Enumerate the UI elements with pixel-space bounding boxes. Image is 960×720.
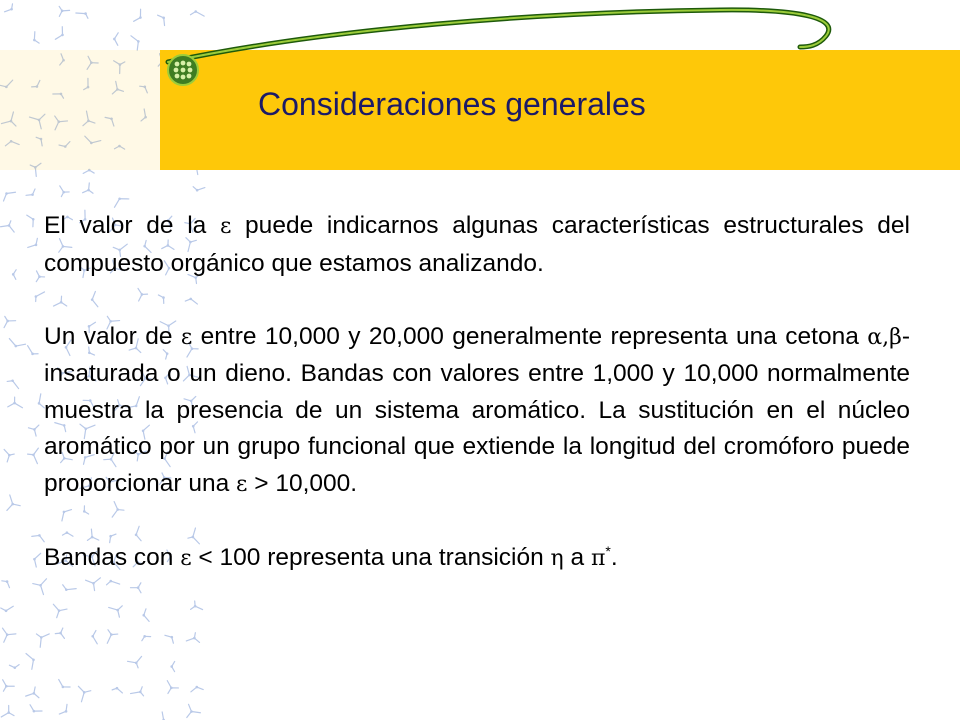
greek-symbol: η bbox=[550, 545, 564, 571]
superscript: * bbox=[605, 542, 611, 559]
slide-title: Consideraciones generales bbox=[258, 86, 646, 122]
molecule-glyph bbox=[32, 534, 44, 542]
molecule-glyph bbox=[167, 681, 178, 694]
slide-body bbox=[44, 208, 910, 577]
molecule-glyph bbox=[36, 634, 49, 647]
text-run: entre 10,000 y 20,000 generalmente representa una cetona bbox=[192, 322, 868, 350]
molecule-glyph bbox=[91, 631, 97, 644]
greek-symbol: ε bbox=[180, 545, 192, 571]
molecule-glyph bbox=[26, 189, 35, 196]
molecule-glyph bbox=[109, 606, 123, 617]
molecule-glyph bbox=[55, 628, 64, 638]
molecule-glyph bbox=[112, 687, 122, 693]
molecule-glyph bbox=[1, 706, 14, 717]
molecule-glyph bbox=[7, 379, 18, 388]
molecule-glyph bbox=[4, 449, 14, 461]
molecule-glyph bbox=[1, 221, 15, 232]
molecule-glyph bbox=[128, 656, 142, 667]
molecule-glyph bbox=[8, 397, 23, 408]
molecule-glyph bbox=[28, 346, 38, 356]
molecule-glyph bbox=[30, 705, 42, 713]
molecule-glyph bbox=[142, 635, 151, 641]
molecule-glyph bbox=[26, 653, 35, 669]
molecule-glyph bbox=[107, 630, 117, 644]
molecule-glyph bbox=[191, 601, 203, 610]
molecule-glyph bbox=[170, 661, 174, 671]
molecule-glyph bbox=[59, 679, 70, 688]
text-run: El valor de la bbox=[44, 212, 220, 239]
molecule-glyph bbox=[63, 585, 76, 591]
molecule-glyph bbox=[130, 583, 141, 593]
greek-symbol: α,β bbox=[867, 324, 902, 350]
molecule-glyph bbox=[28, 238, 38, 247]
greek-symbol: ε bbox=[236, 471, 248, 497]
orb-bullet-icon bbox=[168, 55, 198, 85]
molecule-glyph bbox=[83, 183, 93, 193]
molecule-glyph bbox=[60, 186, 69, 197]
molecule-glyph bbox=[107, 580, 120, 585]
molecule-glyph bbox=[4, 192, 16, 201]
molecule-glyph bbox=[187, 704, 201, 717]
molecule-glyph bbox=[114, 197, 128, 207]
molecule-glyph bbox=[33, 579, 47, 595]
text-run: Un valor de bbox=[44, 322, 181, 350]
molecule-glyph bbox=[59, 704, 67, 714]
molecule-glyph bbox=[28, 448, 39, 464]
molecule-glyph bbox=[142, 609, 149, 622]
greek-symbol: ε bbox=[219, 214, 232, 239]
molecule-glyph bbox=[2, 628, 15, 642]
molecule-glyph bbox=[9, 665, 19, 669]
molecule-glyph bbox=[26, 687, 39, 698]
swoosh-outer-curve bbox=[168, 10, 829, 62]
greek-symbol: π bbox=[590, 545, 606, 571]
molecule-glyph bbox=[9, 339, 25, 348]
molecule-glyph bbox=[3, 680, 15, 691]
body-paragraph bbox=[44, 208, 910, 282]
molecule-glyph bbox=[193, 187, 205, 192]
text-run: puede indicarnos algunas características estructurales del compuesto orgánico que estamos analizando. bbox=[44, 212, 911, 277]
molecule-glyph bbox=[165, 635, 173, 643]
body-paragraph bbox=[44, 540, 910, 578]
molecule-glyph bbox=[2, 580, 10, 587]
text-run: > 10,000. bbox=[247, 469, 358, 497]
molecule-glyph bbox=[7, 495, 20, 510]
text-run: . bbox=[610, 543, 618, 571]
molecule-glyph bbox=[158, 712, 165, 720]
text-run: -insaturada o un dieno. Bandas con valores entre 1,000 y 10,000 normalmente muestra la presencia de un sistema aromático. La sustitución en el núcleo aromático por un grupo funcional que extiende la longitud del cromóforo puede proporcionar una bbox=[44, 322, 910, 497]
molecule-glyph bbox=[33, 553, 41, 567]
text-run: < 100 representa una transición bbox=[191, 543, 551, 571]
molecule-glyph bbox=[28, 425, 38, 436]
molecule-glyph bbox=[4, 316, 16, 327]
molecule-glyph bbox=[78, 686, 90, 701]
molecule-glyph bbox=[53, 604, 67, 617]
molecule-glyph bbox=[27, 215, 35, 227]
text-run: a bbox=[563, 543, 591, 571]
molecule-glyph bbox=[86, 578, 101, 591]
text-run: Bandas con bbox=[44, 543, 181, 571]
molecule-glyph bbox=[35, 292, 45, 302]
greek-symbol: ε bbox=[180, 324, 193, 350]
molecule-glyph bbox=[1, 606, 14, 612]
molecule-glyph bbox=[131, 687, 144, 696]
molecule-glyph bbox=[191, 686, 203, 692]
body-paragraph bbox=[44, 319, 910, 504]
molecule-glyph bbox=[12, 270, 16, 280]
molecule-glyph bbox=[186, 633, 199, 643]
